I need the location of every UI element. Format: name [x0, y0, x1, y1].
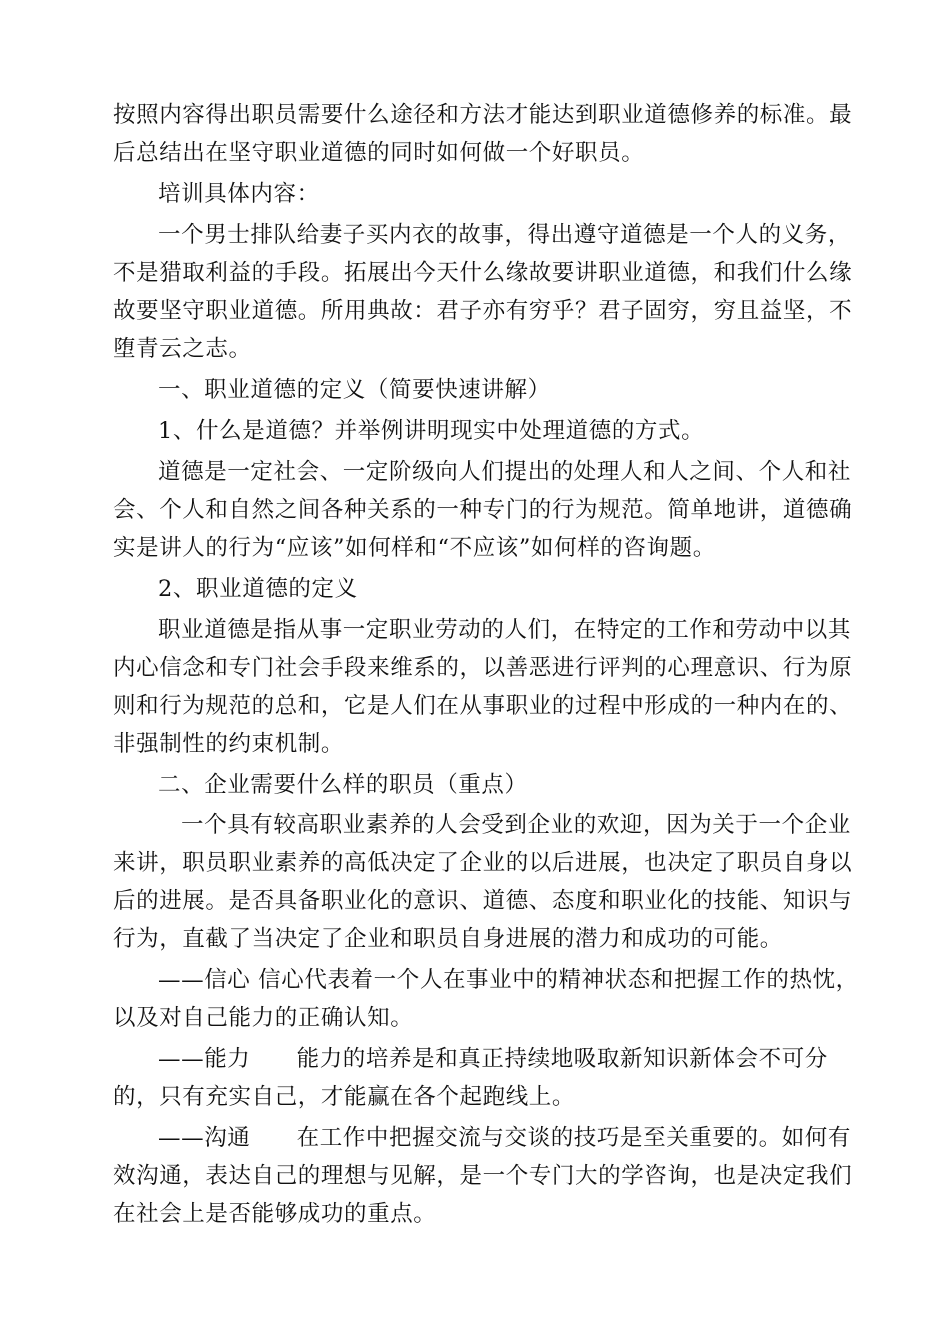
- text-line: 培训具体内容：: [158, 181, 320, 207]
- text-line: 不是猎取利益的手段。拓展出今天什么缘故要讲职业道德，和我们什么缘: [113, 260, 853, 286]
- section-heading: 二、企业需要什么样的职员（重点）: [158, 772, 528, 798]
- text-line: 故要坚守职业道德。所用典故：君子亦有穷乎？君子固穷，穷且益坚，不: [113, 298, 853, 324]
- text-line: 后的进展。是否具备职业化的意识、道德、态度和职业化的技能、知识与: [113, 888, 853, 914]
- text-line: 来讲，职员职业素养的高低决定了企业的以后进展，也决定了职员自身以: [113, 850, 853, 876]
- subsection-heading: 2、职业道德的定义: [158, 576, 358, 602]
- text-line: ——能力 能力的培养是和真正持续地吸取新知识新体会不可分: [158, 1046, 828, 1072]
- text-line: 后总结出在坚守职业道德的同时如何做一个好职员。: [113, 140, 645, 166]
- text-line: 非强制性的约束机制。: [113, 731, 345, 757]
- text-line: 一个具有较高职业素养的人会受到企业的欢迎，因为关于一个企业: [181, 812, 851, 838]
- text-line: 道德是一定社会、一定阶级向人们提出的处理人和人之间、个人和社: [158, 459, 852, 485]
- text-line: 以及对自己能力的正确认知。: [113, 1005, 414, 1031]
- text-line: 一个男士排队给妻子买内衣的故事，得出遵守道德是一个人的义务，: [158, 222, 852, 248]
- text-line: ——沟通 在工作中把握交流与交谈的技巧是至关重要的。如何有: [158, 1125, 852, 1151]
- text-line: 的，只有充实自己，才能赢在各个起跑线上。: [113, 1084, 576, 1110]
- text-line: 效沟通，表达自己的理想与见解，是一个专门大的学咨询，也是决定我们: [113, 1163, 853, 1189]
- text-line: 内心信念和专门社会手段来维系的，以善恶进行评判的心理意识、行为原: [113, 655, 853, 681]
- text-line: 实是讲人的行为“应该”如何样和“不应该”如何样的咨询题。: [113, 535, 716, 561]
- section-heading: 一、职业道德的定义（简要快速讲解）: [158, 377, 551, 403]
- text-line: 行为，直截了当决定了企业和职员自身进展的潜力和成功的可能。: [113, 926, 783, 952]
- text-line: ——信心 信心代表着一个人在事业中的精神状态和把握工作的热忱，: [158, 967, 859, 993]
- text-line: 按照内容得出职员需要什么途径和方法才能达到职业道德修养的标准。最: [113, 102, 853, 128]
- text-line: 在社会上是否能够成功的重点。: [113, 1201, 437, 1227]
- text-line: 会、个人和自然之间各种关系的一种专门的行为规范。简单地讲，道德确: [113, 497, 853, 523]
- text-line: 则和行为规范的总和，它是人们在从事职业的过程中形成的一种内在的、: [113, 693, 853, 719]
- text-line: 堕青云之志。: [113, 336, 252, 362]
- text-line: 职业道德是指从事一定职业劳动的人们，在特定的工作和劳动中以其: [158, 617, 852, 643]
- subsection-heading: 1、什么是道德？并举例讲明现实中处理道德的方式。: [158, 418, 705, 444]
